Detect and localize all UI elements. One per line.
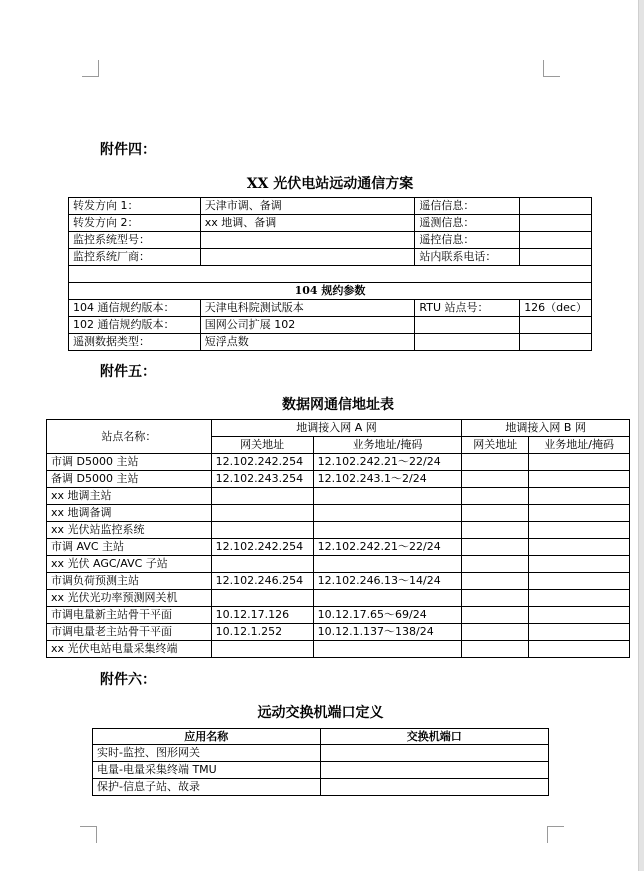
- a-gateway-cell[interactable]: [211, 590, 313, 607]
- field-label: [415, 334, 520, 351]
- field-label: 遥测信息：: [415, 215, 520, 232]
- b-gateway-cell[interactable]: [462, 471, 529, 488]
- b-gateway-cell[interactable]: [462, 624, 529, 641]
- table-row: [69, 300, 592, 317]
- col-header-a-gateway: 网关地址: [211, 437, 313, 454]
- network-address-table: [46, 419, 630, 658]
- annex5-title: 数据网通信地址表: [282, 397, 394, 413]
- b-service-cell[interactable]: [529, 471, 630, 488]
- field-value[interactable]: 天津市调、备调: [200, 198, 415, 215]
- table-row: [69, 232, 592, 249]
- section-header-row: [69, 283, 592, 300]
- a-service-cell[interactable]: [313, 488, 462, 505]
- field-label: 站内联系电话：: [415, 249, 520, 266]
- field-value[interactable]: [520, 215, 592, 232]
- annex6-title: 远动交换机端口定义: [257, 705, 384, 721]
- table-row: [47, 607, 630, 624]
- b-gateway-cell[interactable]: [462, 505, 529, 522]
- table-row: [93, 779, 549, 796]
- station-name-cell: 备调 D5000 主站: [47, 471, 212, 488]
- a-gateway-cell[interactable]: 10.12.17.126: [211, 607, 313, 624]
- table-row: [69, 215, 592, 232]
- table-row: [93, 762, 549, 779]
- app-name-cell: 实时-监控、图形网关: [93, 745, 321, 762]
- col-header-port: 交换机端口: [320, 729, 548, 745]
- field-label: 遥测数据类型：: [69, 334, 201, 351]
- b-service-cell[interactable]: [529, 624, 630, 641]
- switch-port-table: [92, 728, 549, 796]
- field-label: 遥信信息：: [415, 198, 520, 215]
- a-service-cell[interactable]: 12.102.246.13～14/24: [313, 573, 462, 590]
- b-gateway-cell[interactable]: [462, 573, 529, 590]
- table-row: [47, 454, 630, 471]
- field-label: 104 通信规约版本：: [69, 300, 201, 317]
- b-gateway-cell[interactable]: [462, 522, 529, 539]
- b-service-cell[interactable]: [529, 454, 630, 471]
- station-name-cell: xx 光伏电站电量采集终端: [47, 641, 212, 658]
- field-label: [415, 317, 520, 334]
- station-name-cell: xx 光伏站监控系统: [47, 522, 212, 539]
- port-cell[interactable]: [320, 779, 548, 796]
- annex4-title: XX 光伏电站远动通信方案: [246, 176, 414, 192]
- annex4-heading: 附件四：: [100, 142, 156, 158]
- field-value[interactable]: 天津电科院测试版本: [200, 300, 415, 317]
- col-header-a-service: 业务地址/掩码: [313, 437, 462, 454]
- field-value[interactable]: 126（dec）: [520, 300, 592, 317]
- a-service-cell[interactable]: 12.102.242.21～22/24: [313, 539, 462, 556]
- b-service-cell[interactable]: [529, 522, 630, 539]
- annex5-heading: 附件五：: [100, 364, 156, 380]
- a-gateway-cell[interactable]: [211, 556, 313, 573]
- header-row: [93, 729, 549, 745]
- field-label: 监控系统厂商：: [69, 249, 201, 266]
- field-value[interactable]: [520, 249, 592, 266]
- table-row: [47, 590, 630, 607]
- table-row: [69, 317, 592, 334]
- a-service-cell[interactable]: [313, 641, 462, 658]
- a-service-cell[interactable]: 12.102.243.1～2/24: [313, 471, 462, 488]
- b-gateway-cell[interactable]: [462, 607, 529, 624]
- table-row: [93, 745, 549, 762]
- app-name-cell: 电量-电量采集终端 TMU: [93, 762, 321, 779]
- b-gateway-cell[interactable]: [462, 488, 529, 505]
- margin-corner-mark-top-right: [543, 60, 560, 77]
- station-name-cell: xx 光伏 AGC/AVC 子站: [47, 556, 212, 573]
- b-gateway-cell[interactable]: [462, 556, 529, 573]
- annex6-heading: 附件六：: [100, 672, 156, 688]
- b-service-cell[interactable]: [529, 488, 630, 505]
- a-service-cell[interactable]: 10.12.17.65～69/24: [313, 607, 462, 624]
- b-service-cell[interactable]: [529, 539, 630, 556]
- a-gateway-cell[interactable]: [211, 488, 313, 505]
- rtu-comm-plan-table: [68, 197, 592, 351]
- table-row: [47, 624, 630, 641]
- field-value[interactable]: [200, 232, 415, 249]
- a-service-cell[interactable]: [313, 522, 462, 539]
- table-row: [47, 522, 630, 539]
- col-header-net-a: 地调接入网 A 网: [211, 420, 462, 437]
- app-name-cell: 保护-信息子站、故录: [93, 779, 321, 796]
- b-service-cell[interactable]: [529, 607, 630, 624]
- margin-corner-mark-top-left: [82, 60, 99, 77]
- field-value[interactable]: [520, 198, 592, 215]
- field-label: 转发方向 2：: [69, 215, 201, 232]
- vertical-scrollbar[interactable]: [638, 0, 644, 871]
- station-name-cell: xx 地调主站: [47, 488, 212, 505]
- col-header-station: 站点名称：: [47, 420, 212, 454]
- station-name-cell: 市调 D5000 主站: [47, 454, 212, 471]
- table-row: [47, 539, 630, 556]
- a-gateway-cell[interactable]: 12.102.243.254: [211, 471, 313, 488]
- margin-corner-mark-bottom-right: [547, 826, 564, 843]
- a-service-cell[interactable]: 10.12.1.137～138/24: [313, 624, 462, 641]
- table-row: [69, 198, 592, 215]
- field-label: 遥控信息：: [415, 232, 520, 249]
- margin-corner-mark-bottom-left: [80, 826, 97, 843]
- a-gateway-cell[interactable]: [211, 505, 313, 522]
- spacer-row: [69, 266, 592, 283]
- b-gateway-cell[interactable]: [462, 641, 529, 658]
- station-name-cell: 市调负荷预测主站: [47, 573, 212, 590]
- table-row: [47, 471, 630, 488]
- a-gateway-cell[interactable]: [211, 641, 313, 658]
- a-gateway-cell[interactable]: 12.102.242.254: [211, 454, 313, 471]
- field-value[interactable]: 短浮点数: [200, 334, 415, 351]
- field-value[interactable]: [520, 334, 592, 351]
- station-name-cell: 市调电量新主站骨干平面: [47, 607, 212, 624]
- b-service-cell[interactable]: [529, 505, 630, 522]
- header-row: [47, 420, 630, 437]
- field-label: 102 通信规约版本：: [69, 317, 201, 334]
- table-row: [47, 573, 630, 590]
- protocol-section-header: 104 规约参数: [69, 283, 592, 300]
- col-header-net-b: 地调接入网 B 网: [462, 420, 630, 437]
- a-service-cell[interactable]: [313, 556, 462, 573]
- a-gateway-cell[interactable]: 12.102.246.254: [211, 573, 313, 590]
- field-label: 监控系统型号：: [69, 232, 201, 249]
- col-header-app: 应用名称: [93, 729, 321, 745]
- field-value[interactable]: 国网公司扩展 102: [200, 317, 415, 334]
- a-service-cell[interactable]: 12.102.242.21～22/24: [313, 454, 462, 471]
- b-gateway-cell[interactable]: [462, 539, 529, 556]
- b-service-cell[interactable]: [529, 590, 630, 607]
- field-value[interactable]: [520, 317, 592, 334]
- port-cell[interactable]: [320, 762, 548, 779]
- table-row: [47, 641, 630, 658]
- table-row: [47, 556, 630, 573]
- a-service-cell[interactable]: [313, 505, 462, 522]
- b-gateway-cell[interactable]: [462, 454, 529, 471]
- table-row: [69, 334, 592, 351]
- a-gateway-cell[interactable]: 12.102.242.254: [211, 539, 313, 556]
- table-row: [47, 505, 630, 522]
- empty-cell[interactable]: [69, 266, 592, 283]
- station-name-cell: 市调 AVC 主站: [47, 539, 212, 556]
- field-value[interactable]: xx 地调、备调: [200, 215, 415, 232]
- port-cell[interactable]: [320, 745, 548, 762]
- a-gateway-cell[interactable]: [211, 522, 313, 539]
- col-header-b-gateway: 网关地址: [462, 437, 529, 454]
- b-service-cell[interactable]: [529, 641, 630, 658]
- field-value[interactable]: [200, 249, 415, 266]
- a-gateway-cell[interactable]: 10.12.1.252: [211, 624, 313, 641]
- station-name-cell: xx 光伏光功率预测网关机: [47, 590, 212, 607]
- field-label: 转发方向 1：: [69, 198, 201, 215]
- b-service-cell[interactable]: [529, 556, 630, 573]
- a-service-cell[interactable]: [313, 590, 462, 607]
- col-header-b-service: 业务地址/掩码: [529, 437, 630, 454]
- b-gateway-cell[interactable]: [462, 590, 529, 607]
- table-row: [47, 488, 630, 505]
- station-name-cell: 市调电量老主站骨干平面: [47, 624, 212, 641]
- field-label: RTU 站点号：: [415, 300, 520, 317]
- b-service-cell[interactable]: [529, 573, 630, 590]
- station-name-cell: xx 地调备调: [47, 505, 212, 522]
- field-value[interactable]: [520, 232, 592, 249]
- table-row: [69, 249, 592, 266]
